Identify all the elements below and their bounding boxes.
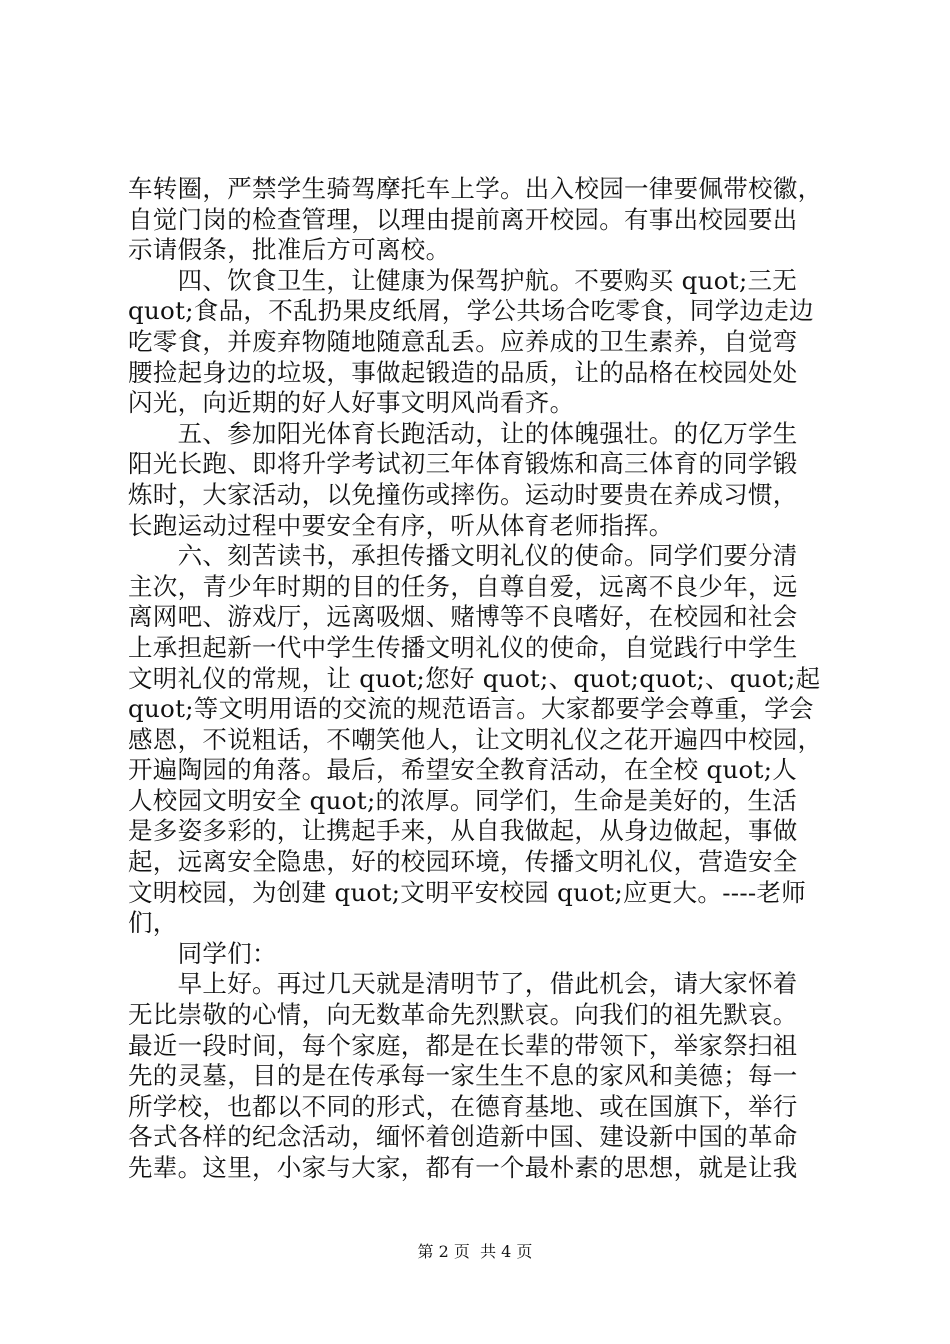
text-line: 文明礼仪的常规，让 quot;您好 quot;、quot;quot;、quot;起 (128, 663, 821, 693)
text-line: 车转圈，严禁学生骑驾摩托车上学。出入校园一律要佩带校徽， (128, 174, 823, 203)
text-line: 长跑运动过程中要安全有序，听从体育老师指挥。 (128, 510, 674, 540)
text-line: 示请假条，批准后方可离校。 (128, 235, 451, 265)
text-line: 起，远离安全隐患，好的校园环境，传播文明礼仪，营造安全 (128, 847, 798, 877)
text-line: 五、参加阳光体育长跑活动，让的体魄强壮。的亿万学生 (128, 418, 798, 448)
text-line: 是多姿多彩的，让携起手来，从自我做起，从身边做起，事做 (128, 816, 798, 846)
text-line: 们， (128, 908, 178, 938)
text-line: 腰捡起身边的垃圾，事做起锻造的品质，让的品格在校园处处 (128, 357, 798, 387)
text-line: 无比崇敬的心情，向无数革命先烈默哀。向我们的祖先默哀。 (128, 1000, 798, 1030)
text-line: 各式各样的纪念活动，缅怀着创造新中国、建设新中国的革命 (128, 1122, 798, 1152)
text-line: 人校园文明安全 quot;的浓厚。同学们，生命是美好的，生活 (128, 785, 798, 815)
text-line: 阳光长跑、即将升学考试初三年体育锻炼和高三体育的同学锻 (128, 449, 798, 479)
text-line: 自觉门岗的检查管理，以理由提前离开校园。有事出校园要出 (128, 204, 798, 234)
text-line: 吃零食，并废弃物随地随意乱丢。应养成的卫生素养，自觉弯 (128, 326, 798, 356)
text-line: 炼时，大家活动，以免撞伤或摔伤。运动时要贵在养成习惯， (128, 479, 798, 509)
text-line: 先的灵墓，目的是在传承每一家生生不息的家风和美德；每一 (128, 1061, 798, 1091)
text-line: 早上好。再过几天就是清明节了，借此机会，请大家怀着 (128, 969, 798, 999)
text-line: quot;食品，不乱扔果皮纸屑，学公共场合吃零食，同学边走边 (128, 296, 814, 326)
text-line: 所学校，也都以不同的形式，在德育基地、或在国旗下，举行 (128, 1091, 798, 1121)
text-line: 文明校园，为创建 quot;文明平安校园 quot;应更大。----老师 (128, 877, 807, 907)
body-text (128, 174, 828, 1184)
text-line: 上承担起新一代中学生传播文明礼仪的使命，自觉践行中学生 (128, 632, 798, 662)
text-line: 开遍陶园的角落。最后，希望安全教育活动，在全校 quot;人 (128, 755, 798, 785)
text-line: quot;等文明用语的交流的规范语言。大家都要学会尊重，学会 (128, 694, 814, 724)
text-line: 主次，青少年时期的目的任务，自尊自爱，远离不良少年，远 (128, 571, 798, 601)
text-line: 闪光，向近期的好人好事文明风尚看齐。 (128, 388, 575, 418)
text-line: 离网吧、游戏厅，远离吸烟、赌博等不良嗜好，在校园和社会 (128, 602, 798, 632)
text-line: 最近一段时间，每个家庭，都是在长辈的带领下，举家祭扫祖 (128, 1030, 798, 1060)
text-line: 感恩，不说粗话，不嘲笑他人，让文明礼仪之花开遍四中校园， (128, 724, 823, 754)
text-line: 四、饮食卫生，让健康为保驾护航。不要购买 quot;三无 (128, 265, 798, 295)
text-line: 同学们： (128, 938, 277, 968)
text-line: 先辈。这里，小家与大家，都有一个最朴素的思想，就是让我 (128, 1153, 798, 1182)
page-number-footer: 第 2 页 共 4 页 (417, 1242, 533, 1261)
text-line: 六、刻苦读书，承担传播文明礼仪的使命。同学们要分清 (128, 541, 798, 571)
